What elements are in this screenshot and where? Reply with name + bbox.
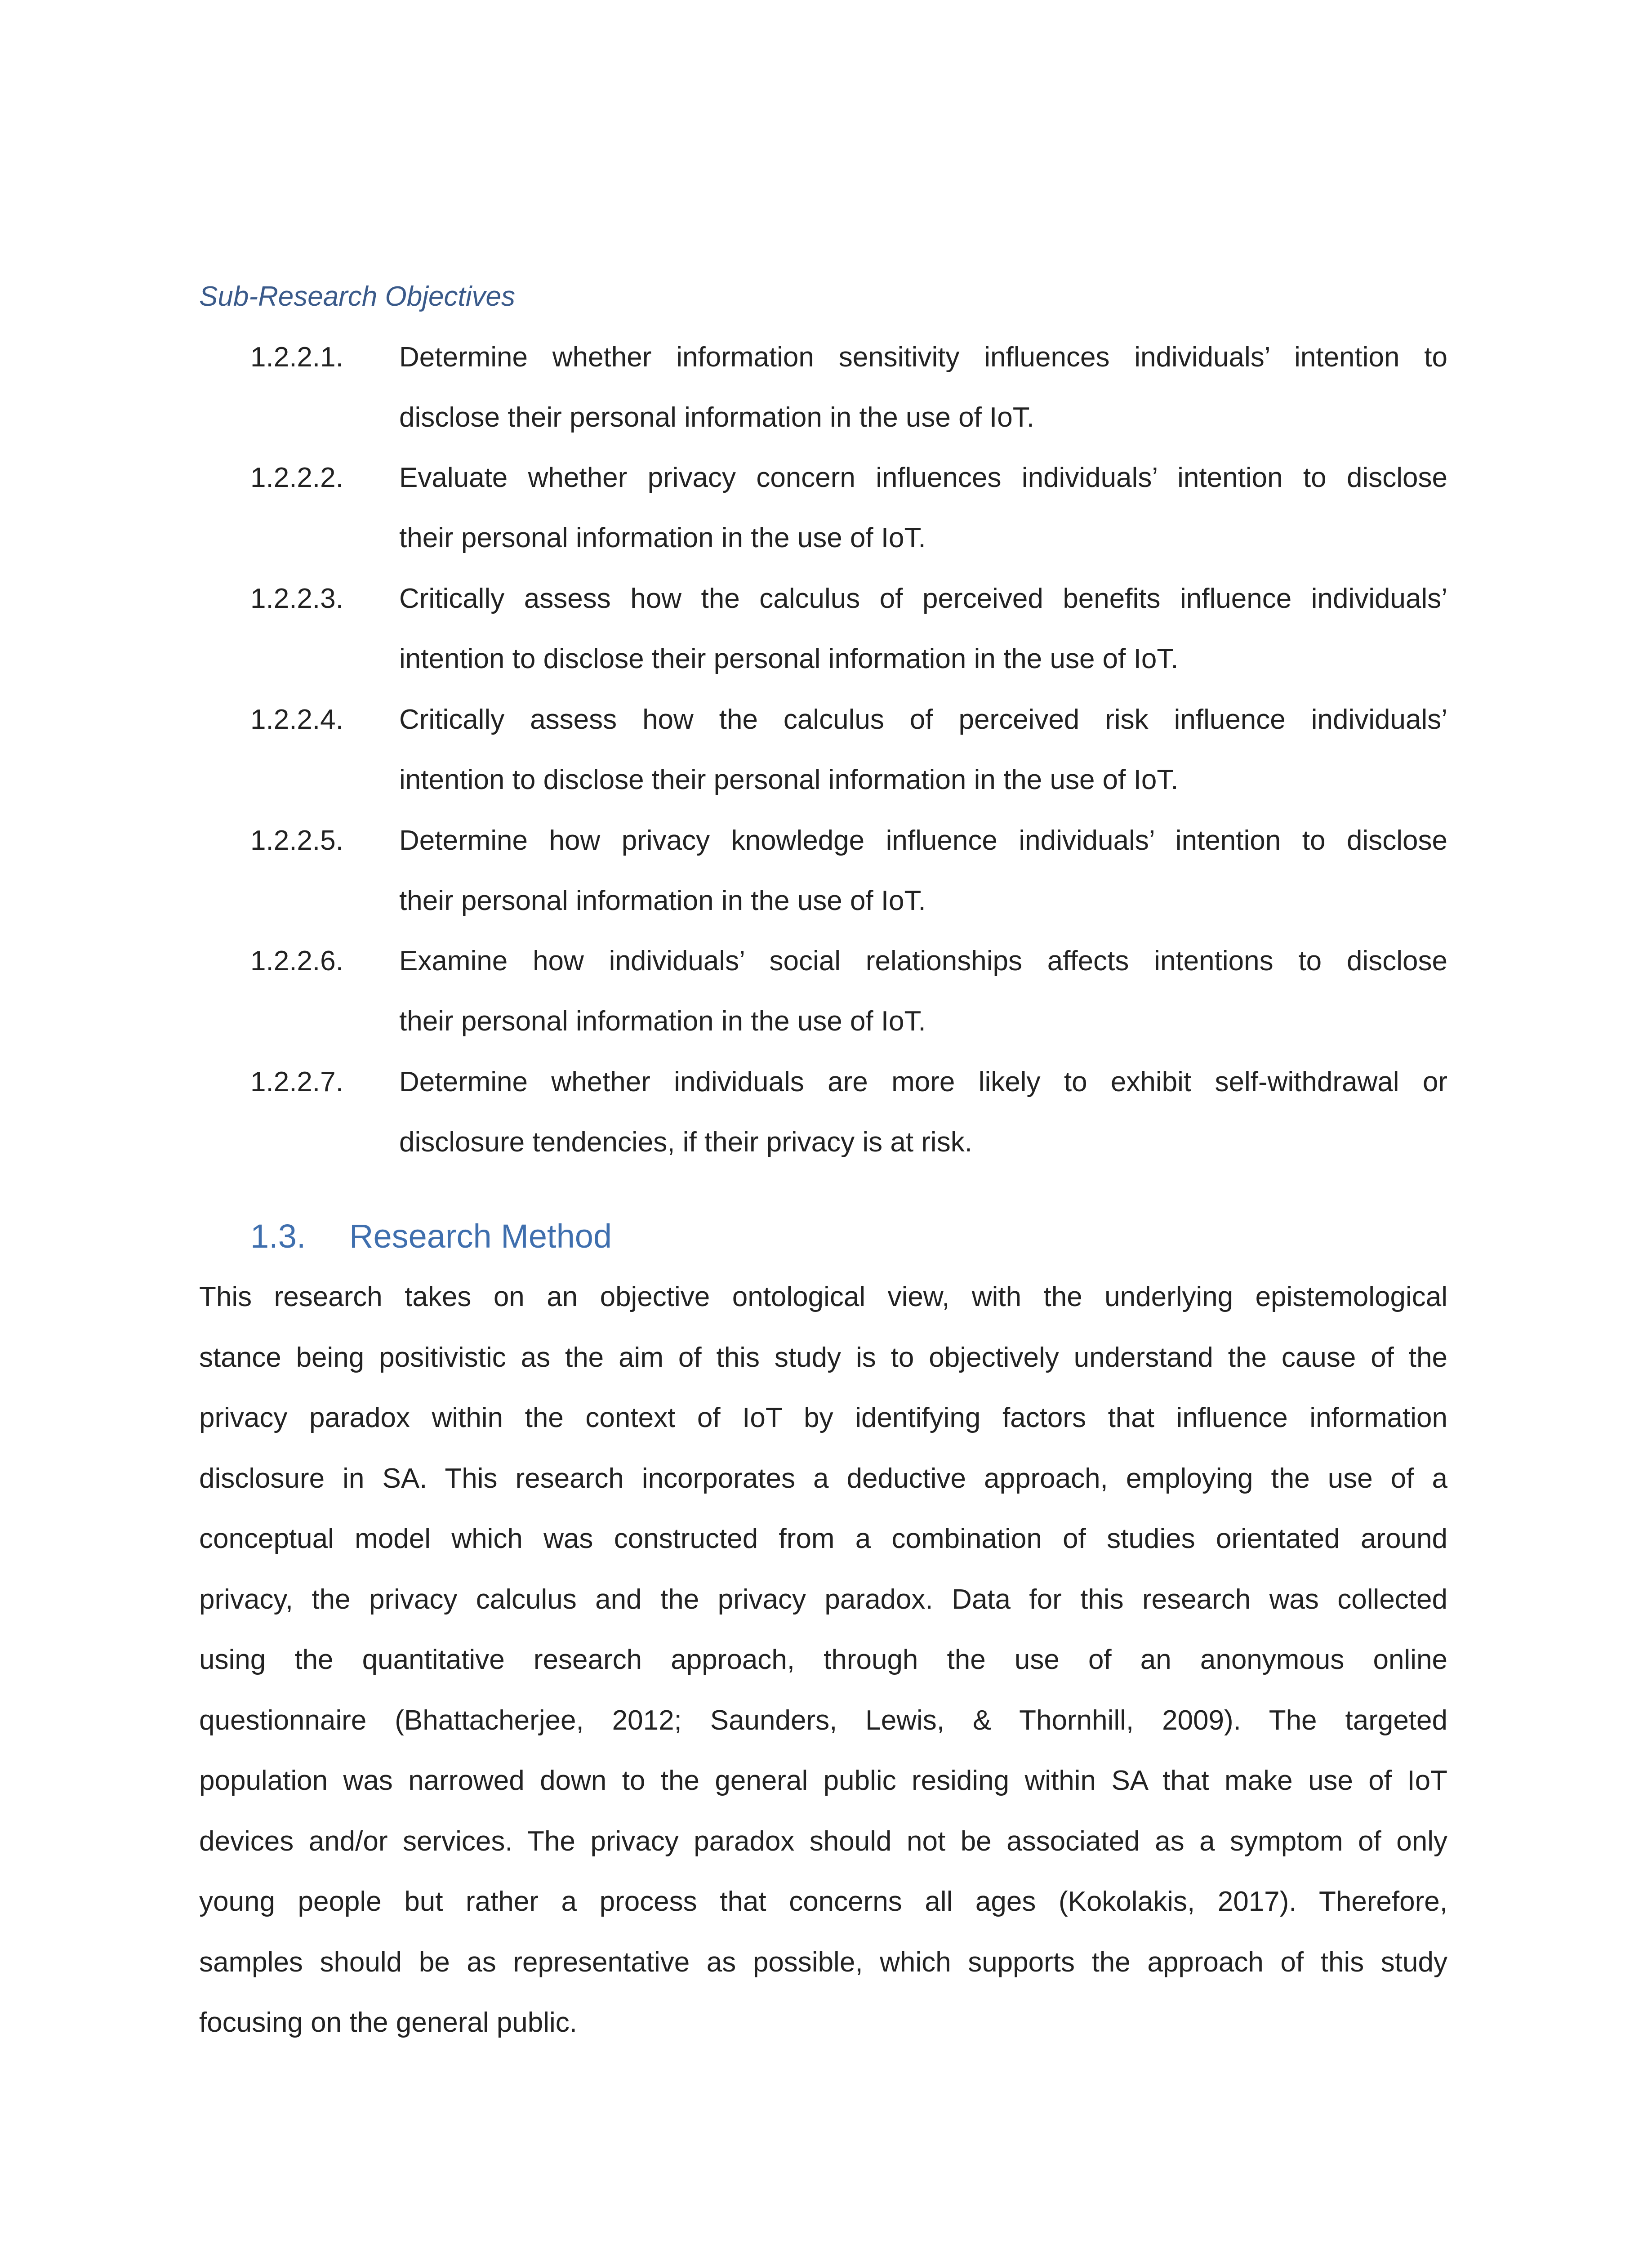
objective-text-line: Determine how privacy knowledge influence individuals’ intention to disclose (399, 825, 1447, 856)
objective-text-line: Examine how individuals’ social relationships affects intentions to disclose (399, 946, 1447, 977)
section-number: 1.3. (250, 1218, 306, 1255)
paragraph-line: This research takes on an objective ontological view, with the underlying epistemological (199, 1281, 1447, 1312)
paragraph-line: privacy paradox within the context of IoT by identifying factors that influence information (199, 1402, 1447, 1433)
paragraph-line: questionnaire (Bhattacherjee, 2012; Saunders, Lewis, & Thornhill, 2009). The targeted (199, 1704, 1447, 1736)
paragraph-line: focusing on the general public. (199, 2007, 578, 2038)
paragraph-line: stance being positivistic as the aim of this study is to objectively understand the cause of the (199, 1342, 1447, 1373)
research-method-paragraph (199, 1275, 1447, 2061)
objective-number: 1.2.2.5. (250, 825, 343, 856)
paragraph-line: young people but rather a process that concerns all ages (Kokolakis, 2017). Therefore, (199, 1886, 1447, 1917)
sub-research-objectives-heading: Sub-Research Objectives (199, 281, 515, 312)
objective-text-line: Evaluate whether privacy concern influences individuals’ intention to disclose (399, 462, 1447, 493)
paragraph-line: privacy, the privacy calculus and the privacy paradox. Data for this research was collected (199, 1583, 1447, 1615)
paragraph-line: disclosure in SA. This research incorporates a deductive approach, employing the use of a (199, 1463, 1447, 1494)
paragraph-line: conceptual model which was constructed from a combination of studies orientated around (199, 1523, 1447, 1554)
objective-text-line: disclose their personal information in the use of IoT. (399, 402, 1034, 433)
objective-text-line: their personal information in the use of IoT. (399, 1006, 926, 1037)
objective-text-line: Determine whether individuals are more likely to exhibit self-withdrawal or (399, 1066, 1447, 1097)
paragraph-line: using the quantitative research approach, through the use of an anonymous online (199, 1644, 1447, 1675)
objective-text-line: intention to disclose their personal information in the use of IoT. (399, 643, 1179, 674)
objective-number: 1.2.2.4. (250, 704, 343, 735)
section-title: Research Method (349, 1218, 612, 1255)
objective-text-line: Determine whether information sensitivity influences individuals’ intention to (399, 342, 1447, 373)
objective-number: 1.2.2.2. (250, 462, 343, 493)
objective-number: 1.2.2.7. (250, 1066, 343, 1097)
objective-number: 1.2.2.3. (250, 583, 343, 614)
objective-text-line: Critically assess how the calculus of perceived risk influence individuals’ (399, 704, 1447, 735)
objective-text-line: their personal information in the use of IoT. (399, 522, 926, 553)
objective-text-line: Critically assess how the calculus of perceived benefits influence individuals’ (399, 583, 1447, 614)
paragraph-line: samples should be as representative as possible, which supports the approach of this study (199, 1946, 1447, 1978)
objective-text-line: intention to disclose their personal information in the use of IoT. (399, 764, 1179, 795)
objective-text-line: their personal information in the use of IoT. (399, 885, 926, 916)
paragraph-line: population was narrowed down to the general public residing within SA that make use of IoT (199, 1765, 1447, 1796)
objective-number: 1.2.2.1. (250, 342, 343, 373)
objective-number: 1.2.2.6. (250, 946, 343, 977)
objective-text-line: disclosure tendencies, if their privacy is at risk. (399, 1127, 972, 1158)
paragraph-line: devices and/or services. The privacy paradox should not be associated as a symptom of only (199, 1825, 1447, 1857)
